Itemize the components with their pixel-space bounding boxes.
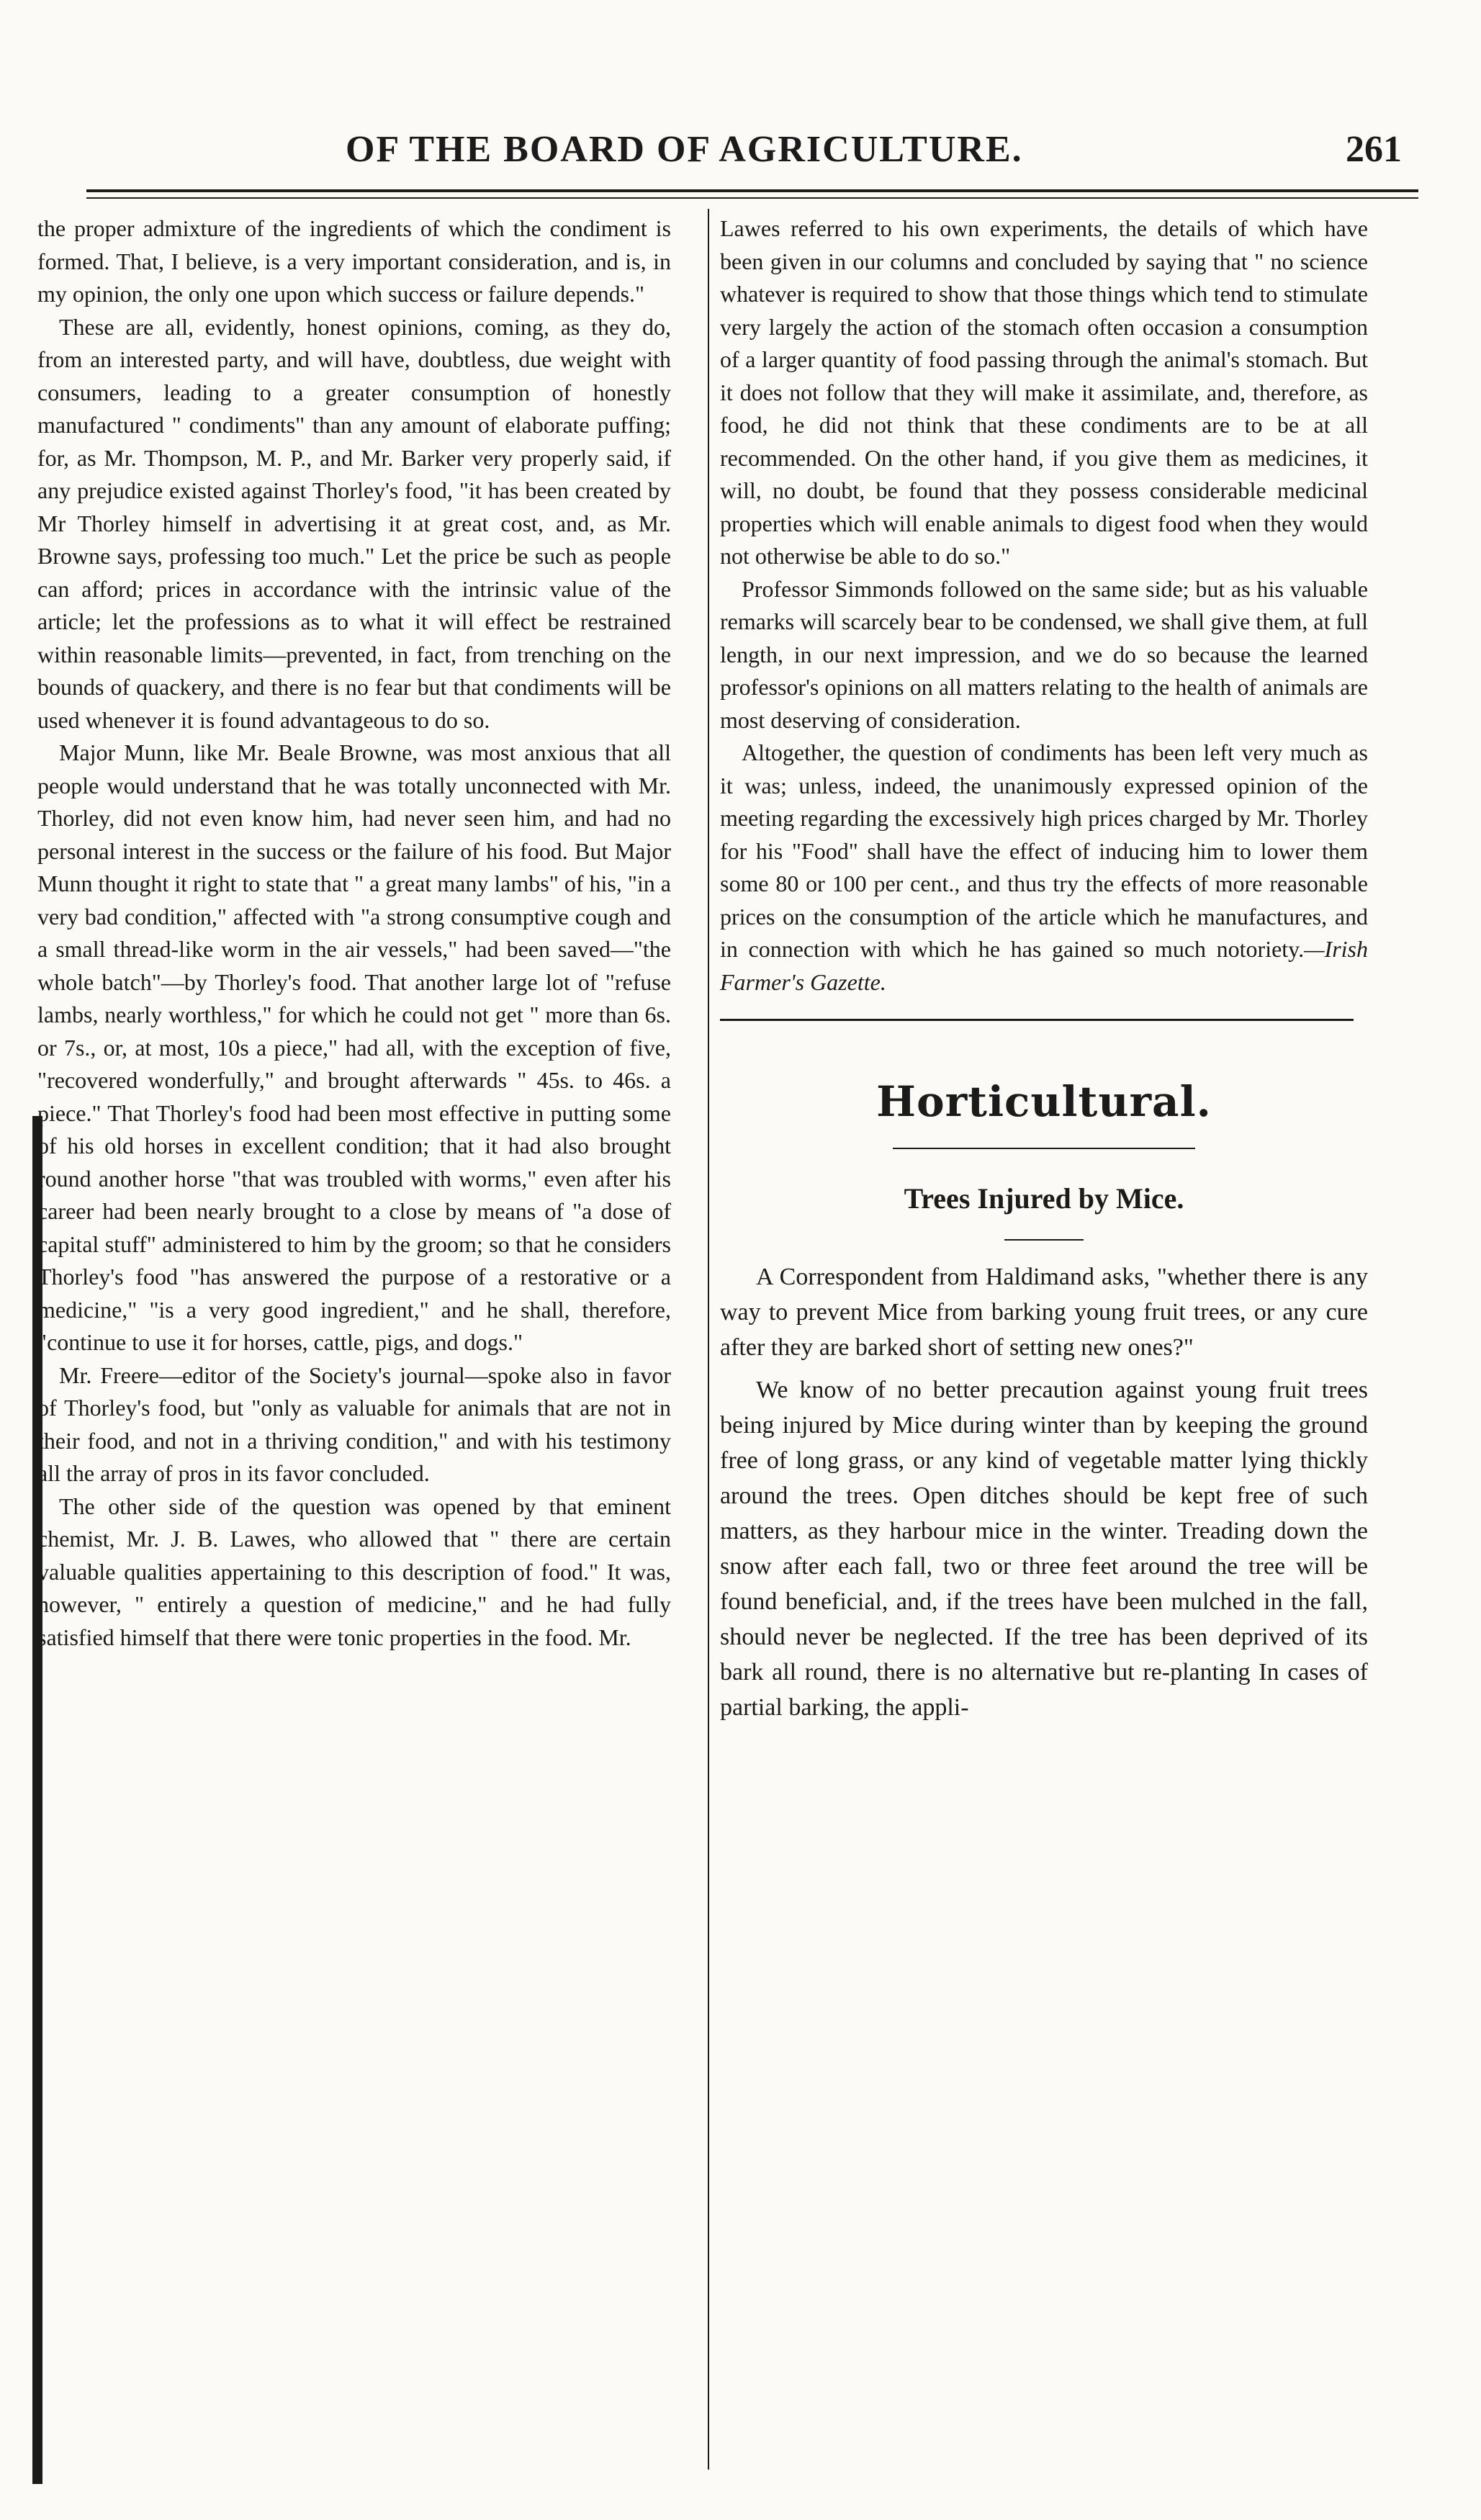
left-paragraph-4: Mr. Freere—editor of the Society's journal—spoke also in favor of Thorley's food, but "only as valuable for animals that are not in their food, and not in a thriving condition," and with his testimony all the array of pros in its favor concluded. (37, 1362, 671, 1486)
right-paragraph-1: Lawes referred to his own experiments, the details of which have been given in our columns and concluded by saying that " no science whatever is required to show that those things which tend to stimulate very largely the action of the stomach often occasion a consumption of a larger quantity of food passing through the animal's stomach. But it does not follow that they will make it assimilate, and, therefore, as food, he did not think that these condiments are to be at all recommended. On the other hand, if you give them as medicines, it will, no doubt, be found that they possess considerable medicinal properties which will enable animals to digest food when they would not otherwise be able to do so." (720, 215, 1368, 569)
article-body (720, 1259, 1368, 1725)
header-rule (86, 189, 1418, 192)
right-paragraph-2: Professor Simmonds followed on the same side; but as his valuable remarks will scarcely bear to be condensed, we shall give them, at full length, in our next impression, and we do so because the learned professor's opinions on all matters relating to the health of animals are most deserving of consideration. (720, 575, 1368, 733)
article-paragraph-2: We know of no better precaution against young fruit trees being injured by Mice during winter than by keeping the ground free of long grass, or any kind of vegetable matter lying thickly around the trees. Open ditches should be kept free of such matters, as they harbour mice in the winter. Treading down the snow after each fall, two or three feet around the tree will be found beneficial, and, if the trees have been mulched in the fall, should never be neglected. If the tree has been deprived of its bark all round, there is no alternative but re-planting In cases of partial barking, the appli- (720, 1377, 1368, 1721)
left-paragraph-3: Major Munn, like Mr. Beale Browne, was most anxious that all people would understand that he was totally unconnected with Mr. Thorley, did not even know him, had never seen him, and had no personal interest in the success or the failure of his food. But Major Munn thought it right to state that " a great many lambs" of his, "in a very bad condition," affected with "a strong consumptive cough and a small thread-like worm in the air vessels," had been saved—"the whole batch"—by Thorley's food. That another large lot of "refuse lambs, nearly worthless," for which he could not get " more than 6s. or 7s., or, at most, 10s a piece," had all, with the exception of five, "recovered wonderfully," and brought afterwards " 45s. to 46s. a piece." That Thorley's food had been most effective in putting some of his old horses in excellent condition; that it had also brought round another horse "that was troubled with worms," even after his career had been nearly brought to a close by means of "a dose of capital stuff" administered to him by the groom; so that he considers Thorley's food "has answered the purpose of a restorative or a medicine," "is a very good ingredient," and he shall, therefore, "continue to use it for horses, cattle, pigs, and dogs." (37, 739, 671, 1355)
running-title: OF THE BOARD OF AGRICULTURE. (346, 129, 1023, 170)
article-title: Trees Injured by Mice. (904, 1182, 1184, 1215)
left-column (37, 212, 671, 1654)
section-rule (893, 1148, 1195, 1149)
header-rule-thin (86, 197, 1418, 199)
article-end-rule (720, 1019, 1354, 1021)
source-signature: —Irish Farmer's Gazette. (720, 936, 1368, 995)
left-paragraph-2: These are all, evidently, honest opinions, coming, as they do, from an interested party, and will have, doubtless, due weight with consumers, leading to a greater consumption of honestly manufactured " condiments" than any amount of elaborate puffing; for, as Mr. Thompson, M. P., and Mr. Barker very properly said, if any prejudice existed against Thorley's food, "it has been created by Mr Thorley himself in advertising it at great cost, and, as Mr. Browne says, professing too much." Let the price be such as people can afford; prices in accordance with the intrinsic value of the article; let the professions as to what it will effect be restrained within reasonable limits—prevented, in fact, from trenching on the bounds of quackery, and there is no fear but that condiments will be used whenever it is found advantageous to do so. (37, 313, 671, 733)
article-paragraph-1: A Correspondent from Haldimand asks, "whether there is any way to prevent Mice from barking young fruit trees, or any cure after they are barked short of setting new ones?" (720, 1264, 1368, 1361)
column-divider (708, 209, 709, 2470)
page-number: 261 (1346, 129, 1402, 170)
section-title: Horticultural. (876, 1077, 1212, 1126)
right-paragraph-3 (720, 737, 1368, 999)
article-title-rule (1004, 1239, 1084, 1241)
left-paragraph-5: The other side of the question was opened by that eminent chemist, Mr. J. B. Lawes, who allowed that " there are certain valuable qualities appertaining to this description of food." It was, however, " entirely a question of medicine," and he had fully satisfied himself that there were tonic properties in the food. Mr. (37, 1493, 671, 1650)
right-paragraph-3-text: Altogether, the question of condiments has been left very much as it was; unless, indeed, the unanimously expressed opinion of the meeting regarding the excessively high prices charged by Mr. Thorley for his "Food" shall have the effect of inducing him to lower them some 80 or 100 per cent., and thus try the effects of more reasonable prices on the consumption of the article which he manufactures, and in connection with which he has gained so much notoriety. (720, 739, 1368, 962)
left-paragraph-1: the proper admixture of the ingredients of which the condiment is formed. That, I believe, is a very important consideration, and is, in my opinion, the only one upon which success or failure depends." (37, 215, 671, 307)
right-column (720, 212, 1368, 1732)
page-header (0, 0, 1481, 180)
horticultural-section (720, 1077, 1368, 1725)
